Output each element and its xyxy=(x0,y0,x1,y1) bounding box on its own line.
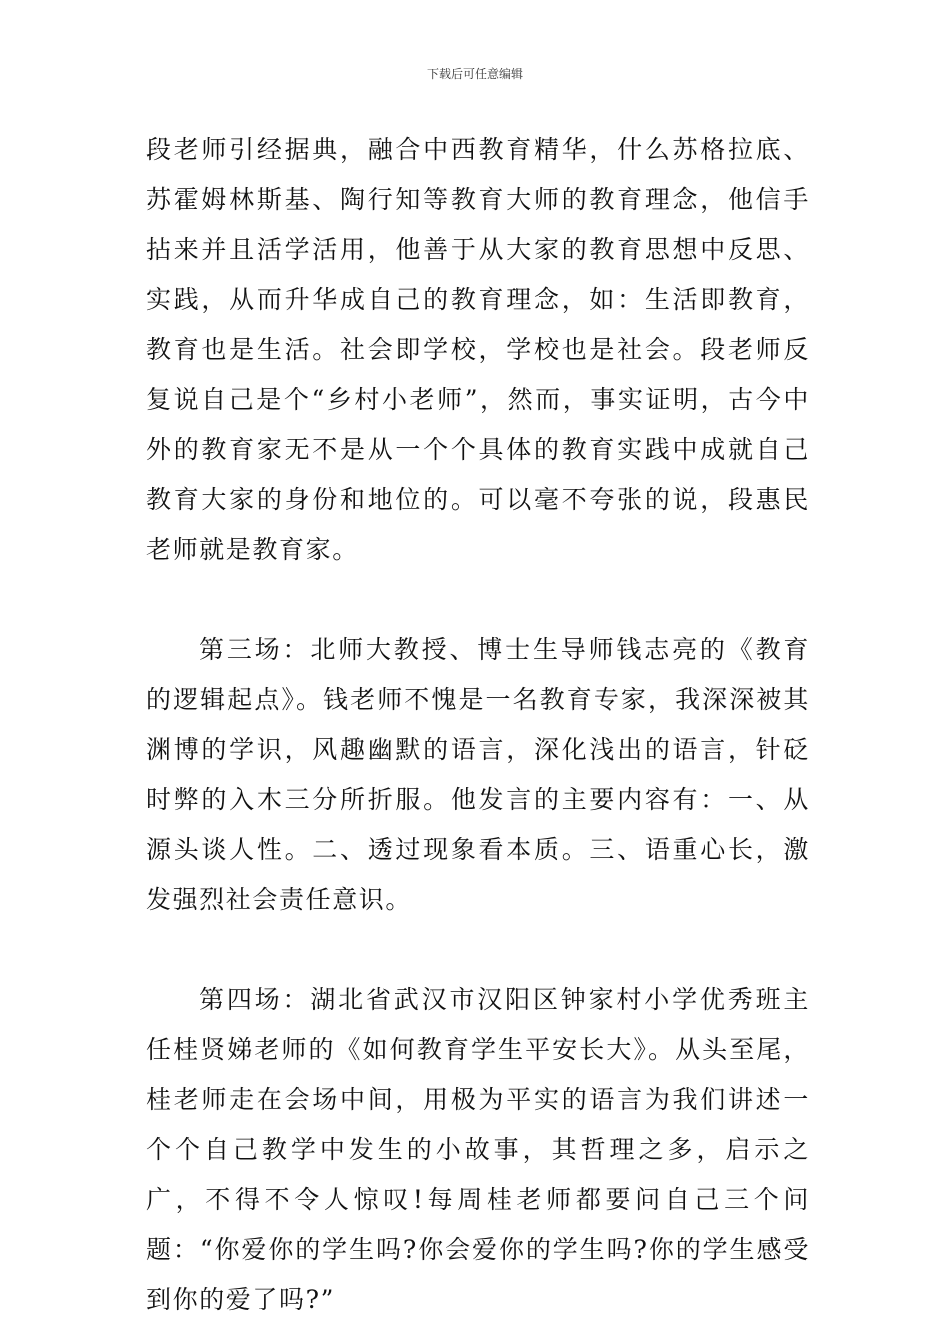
paragraph-third-session: 第三场：北师大教授、博士生导师钱志亮的《教育的逻辑起点》。钱老师不愧是一名教育专家，我深深被其渊博的学识，风趣幽默的语言，深化浅出的语言，针砭时弊的入木三分所折服。他发言的主要内容有：一、从源头谈人性。二、透过现象看本质。三、语重心长，激发强烈社会责任意识。 xyxy=(146,635,810,914)
paragraph-fourth-session: 第四场：湖北省武汉市汉阳区钟家村小学优秀班主任桂贤娣老师的《如何教育学生平安长大》。从头至尾，桂老师走在会场中间，用极为平实的语言为我们讲述一个个自己教学中发生的小故事，其哲理之多，启示之广，不得不令人惊叹!每周桂老师都要问自己三个问题：“你爱你的学生吗?你会爱你的学生吗?你的学生感受到你的爱了吗?” xyxy=(146,985,810,1314)
document-body xyxy=(146,125,810,1325)
paragraph-duan-laoshi: 段老师引经据典，融合中西教育精华，什么苏格拉底、苏霍姆林斯基、陶行知等教育大师的教育理念，他信手拈来并且活学活用，他善于从大家的教育思想中反思、实践，从而升华成自己的教育理念，如：生活即教育，教育也是生活。社会即学校，学校也是社会。段老师反复说自己是个“乡村小老师”，然而，事实证明，古今中外的教育家无不是从一个个具体的教育实践中成就自己教育大家的身份和地位的。可以毫不夸张的说，段惠民老师就是教育家。 xyxy=(146,135,810,564)
page-header: 下载后可任意编辑 xyxy=(426,67,523,81)
